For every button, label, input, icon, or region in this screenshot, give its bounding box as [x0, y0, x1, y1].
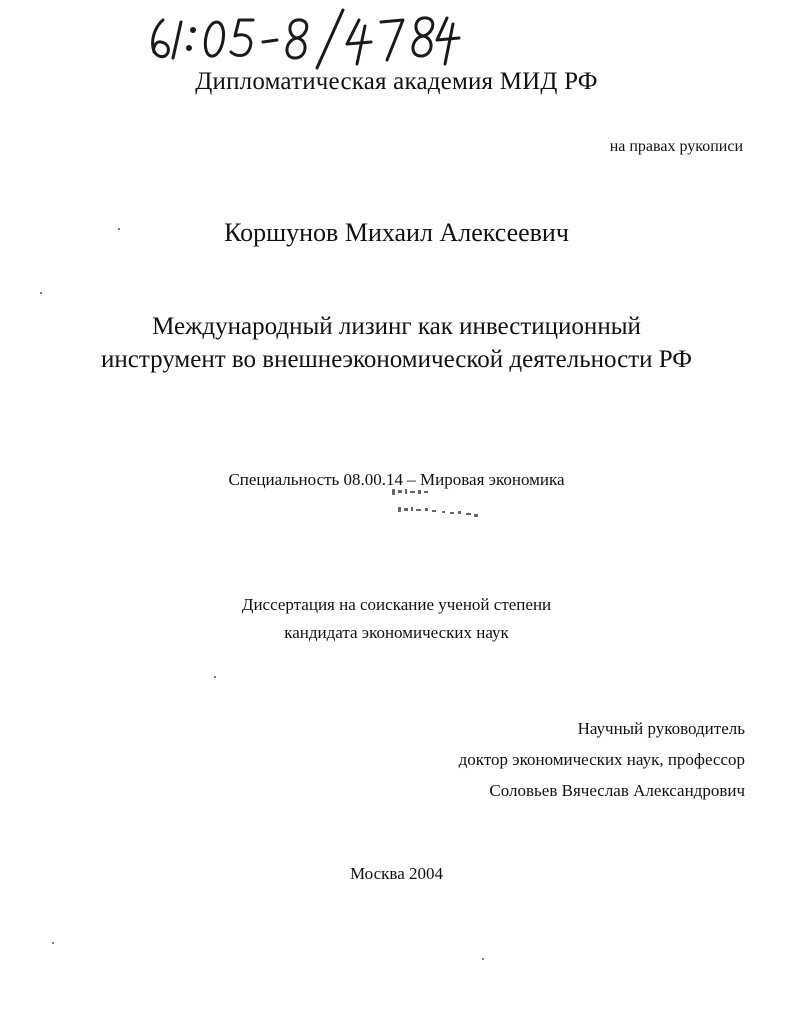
degree-line: кандидата экономических наук: [284, 623, 509, 642]
dissertation-title-line: инструмент во внешнеэкономической деятельности РФ: [101, 346, 692, 373]
supervisor-block: [459, 713, 745, 806]
dissertation-title: [0, 310, 793, 376]
scan-speck: [118, 228, 120, 230]
supervisor-credentials: доктор экономических наук, профессор: [458, 750, 745, 769]
scan-speck: [40, 292, 42, 294]
supervisor-role: Научный руководитель: [577, 719, 745, 738]
library-stamp-smudge: [392, 485, 492, 527]
city-and-year: Москва 2004: [349, 864, 444, 883]
handwritten-archive-code-drawing: [145, 8, 465, 70]
degree-line: Диссертация на соискание ученой степени: [241, 595, 552, 614]
scan-speck: [482, 958, 484, 960]
supervisor-name: Соловьев Вячеслав Александрович: [489, 781, 745, 800]
author-name: Коршунов Михаил Алексеевич: [224, 218, 569, 247]
scan-speck: [214, 676, 216, 678]
dissertation-title-line: Международный лизинг как инвестиционный: [152, 313, 641, 340]
institution-name: Дипломатическая академия МИД РФ: [195, 68, 598, 95]
specialty: Специальность 08.00.14 – Мировая экономика: [228, 470, 565, 489]
scan-speck: [52, 942, 54, 944]
degree-statement: [0, 591, 793, 647]
handwritten-archive-code: [145, 8, 465, 70]
manuscript-rights-note: на правах рукописи: [609, 138, 743, 155]
stamp-smudge-drawing: [392, 485, 492, 527]
